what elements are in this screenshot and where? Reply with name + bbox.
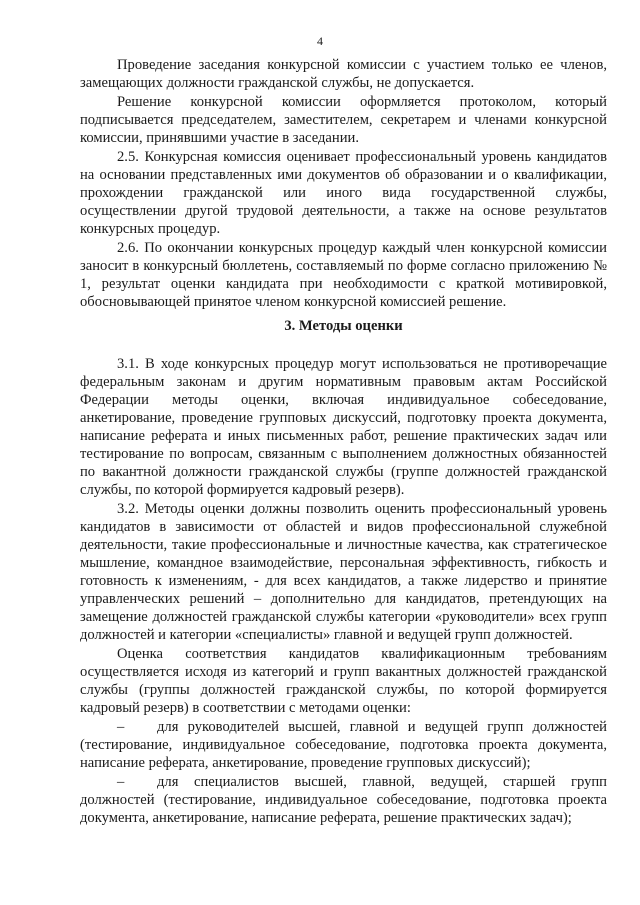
paragraph: Проведение заседания конкурсной комиссии с участием только ее членов, замещающих должности гражданской службы, не допускается. — [80, 57, 607, 91]
paragraph: 3.1. В ходе конкурсных процедур могут использоваться не противоречащие федеральным законам и другим нормативным правовым актам Российской Федерации методы оценки, включая индивидуальное собеседование, анкетирование, проведение групповых дискуссий, подготовку проекта документа, написание реферата и иных письменных работ, решение практических задач или тестирование по вопросам, связанным с выполнением должностных обязанностей по вакантной должности гражданской службы (группе должностей гражданской службы, по которой формируется кадровый резерв). — [80, 356, 607, 498]
paragraph: Решение конкурсной комиссии оформляется протоколом, который подписывается председателем, заместителем, секретарем и членами конкурсной комиссии, принявшими участие в заседании. — [80, 94, 607, 146]
paragraph: 2.5. Конкурсная комиссия оценивает профессиональный уровень кандидатов на основании представленных ими документов об образовании и о квалификации, прохождении гражданской или иного вида государственной службы, осуществлении другой трудовой деятельности, а также на основе результатов конкурсных процедур. — [80, 149, 607, 237]
list-item-text: для руководителей высшей, главной и ведущей групп должностей (тестирование, индивидуальное собеседование, подготовка проекта документа, написание реферата, анкетирование, проведение групповых дискуссий); — [80, 719, 607, 771]
list-item — [80, 773, 607, 827]
dash-bullet: – — [117, 719, 125, 735]
paragraph: 2.6. По окончании конкурсных процедур каждый член конкурсной комиссии заносит в конкурсный бюллетень, составляемый по форме согласно приложению № 1, результат оценки кандидата при необходимости с краткой мотивировкой, обосновывающей принятое членом конкурсной комиссией решение. — [80, 240, 607, 310]
page-number: 4 — [317, 34, 323, 48]
list-item — [80, 718, 607, 772]
dash-bullet: – — [117, 774, 125, 790]
document-body — [80, 56, 607, 827]
paragraph: Оценка соответствия кандидатов квалификационным требованиям осуществляется исходя из категорий и групп вакантных должностей гражданской службы (группы должностей гражданской службы, по которой формируется кадровый резерв) в соответствии с методами оценки: — [80, 646, 607, 716]
section-heading: 3. Методы оценки — [284, 318, 403, 334]
paragraph: 3.2. Методы оценки должны позволить оценить профессиональный уровень кандидатов в зависимости от областей и видов профессиональной служебной деятельности, такие профессиональные и личностные качества, как стратегическое мышление, командное взаимодействие, персональная эффективность, гибкость и готовность к изменениям, - для всех кандидатов, а также лидерство и принятие управленческих решений – дополнительно для кандидатов, претендующих на замещение должностей гражданской службы категории «руководители» всех групп должностей и категории «специалисты» главной и ведущей групп должностей. — [80, 501, 607, 643]
list-item-text: для специалистов высшей, главной, ведущей, старшей групп должностей (тестирование, индивидуальное собеседование, подготовка проекта документа, анкетирование, написание реферата, решение практических задач); — [80, 774, 607, 826]
